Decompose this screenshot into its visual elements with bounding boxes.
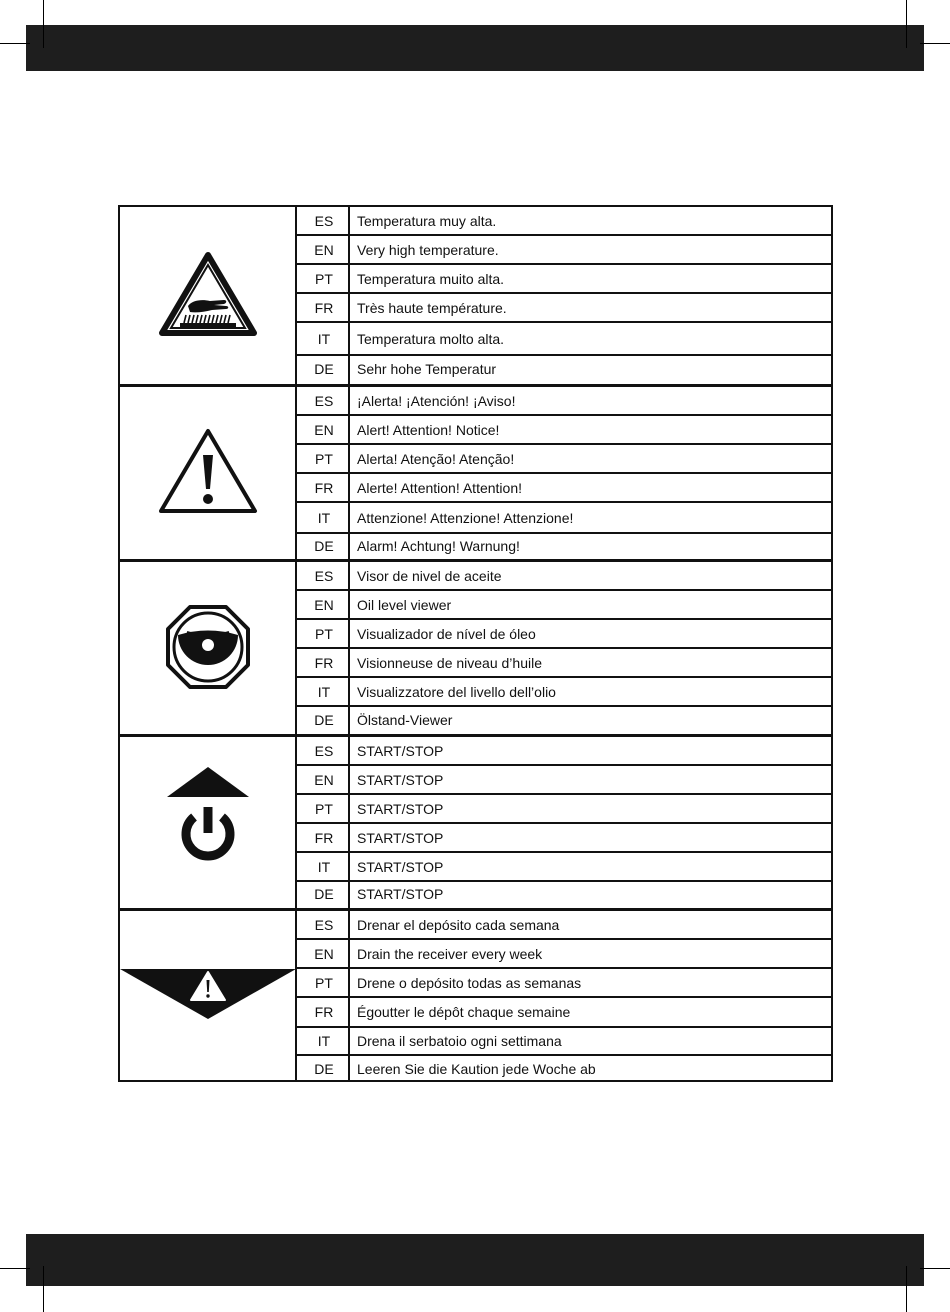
table-row [296,445,831,474]
language-code: EN [314,771,334,788]
table-row [296,707,831,734]
language-code: PT [315,974,333,991]
description-text: Visionneuse de niveau d’huile [357,654,542,671]
hot-surface-warning-icon [158,251,258,339]
description-text: Temperatura muito alta. [357,270,505,287]
table-row [296,678,831,707]
crop-mark [43,0,44,48]
language-code: ES [314,392,334,409]
language-code: IT [317,509,331,526]
description-text: Sehr hohe Temperatur [357,361,497,377]
description-text: Ölstand-Viewer [357,711,453,728]
language-code: PT [315,450,333,467]
language-code: EN [314,421,334,438]
description-text: Alerte! Attention! Attention! [357,479,522,496]
language-code: ES [314,212,334,229]
table-row [296,824,831,853]
description-text: Alerta! Atenção! Atenção! [357,450,515,467]
description-text: Leeren Sie die Kaution jede Woche ab [357,1061,596,1077]
language-code: IT [317,1033,331,1049]
language-code: IT [317,858,331,875]
description-text: Attenzione! Attenzione! Attenzione! [357,509,574,526]
description-text: Very high temperature. [357,241,499,258]
description-text: Visor de nivel de aceite [357,567,502,584]
language-code: DE [314,361,334,377]
table-row [296,998,831,1028]
table-row [296,416,831,445]
table-row [296,795,831,824]
description-text: Temperatura molto alta. [357,330,505,347]
description-text: Visualizzatore del livello dell’olio [357,683,556,700]
table-row [296,591,831,620]
table-row [296,387,831,416]
symbol-group-oil-level [120,562,831,734]
table-row [296,882,831,908]
description-text: START/STOP [357,858,444,875]
icon-cell [120,207,296,384]
table-row [296,940,831,969]
table-row [296,534,831,559]
language-code: ES [314,916,334,933]
description-text: Oil level viewer [357,596,452,613]
description-text: Alert! Attention! Notice! [357,421,500,438]
description-text: Drenar el depósito cada semana [357,916,560,933]
table-row [296,207,831,236]
language-code: EN [314,945,334,962]
table-row [296,766,831,795]
description-text: Temperatura muy alta. [357,212,497,229]
table-row [296,236,831,265]
table-row [296,562,831,591]
description-text: START/STOP [357,800,444,817]
symbol-group-warning [120,387,831,559]
drain-receiver-warning-icon [120,969,296,1029]
language-code: PT [315,270,333,287]
table-row [296,503,831,534]
language-code: IT [317,683,331,700]
bottom-band [26,1234,924,1286]
table-row [296,853,831,882]
language-code: IT [317,330,331,347]
description-text: START/STOP [357,771,444,788]
oil-level-viewer-icon [165,604,251,690]
description-text: Drain the receiver every week [357,945,543,962]
language-code: FR [314,1004,334,1020]
description-text: Alarm! Achtung! Warnung! [357,537,520,554]
description-text: Drena il serbatoio ogni settimana [357,1033,562,1049]
icon-cell [120,737,296,908]
language-code: DE [314,537,334,554]
table-row [296,1056,831,1084]
symbol-group-hot-surface [120,207,831,384]
table-row [296,649,831,678]
description-text: Visualizador de nível de óleo [357,625,536,642]
symbol-group-start-stop [120,737,831,908]
description-text: START/STOP [357,886,444,902]
description-text: Égoutter le dépôt chaque semaine [357,1004,571,1020]
table-row [296,911,831,940]
crop-mark [0,1268,30,1269]
start-stop-power-icon [163,763,253,863]
exclamation-warning-icon [157,427,259,517]
language-code: FR [314,299,334,316]
language-code: DE [314,711,334,728]
table-row [296,620,831,649]
icon-cell [120,562,296,734]
language-code: DE [314,1061,334,1077]
crop-mark [920,1268,950,1269]
table-row [296,294,831,323]
table-row [296,737,831,766]
description-text: START/STOP [357,829,444,846]
table-row [296,1028,831,1056]
description-text: Drene o depósito todas as semanas [357,974,582,991]
language-code: DE [314,886,334,902]
table-row [296,323,831,356]
language-code: PT [315,625,333,642]
description-text: START/STOP [357,742,444,759]
table-row [296,474,831,503]
crop-mark [43,1266,44,1312]
top-band [26,25,924,71]
language-code: EN [314,596,334,613]
language-code: ES [314,742,334,759]
crop-mark [0,43,30,44]
table-row [296,356,831,384]
table-row [296,265,831,294]
language-code: FR [314,479,334,496]
symbol-group-drain [120,911,831,1080]
language-code: FR [314,654,334,671]
language-code: PT [315,800,333,817]
icon-cell [120,911,296,1080]
crop-mark [920,43,950,44]
language-code: FR [314,829,334,846]
symbols-table [118,205,833,1082]
language-code: EN [314,241,334,258]
language-code: ES [314,567,334,584]
crop-mark [906,1266,907,1312]
table-row [296,969,831,998]
description-text: Très haute température. [357,299,507,316]
crop-mark [906,0,907,48]
description-text: ¡Alerta! ¡Atención! ¡Aviso! [357,392,516,409]
icon-cell [120,387,296,559]
